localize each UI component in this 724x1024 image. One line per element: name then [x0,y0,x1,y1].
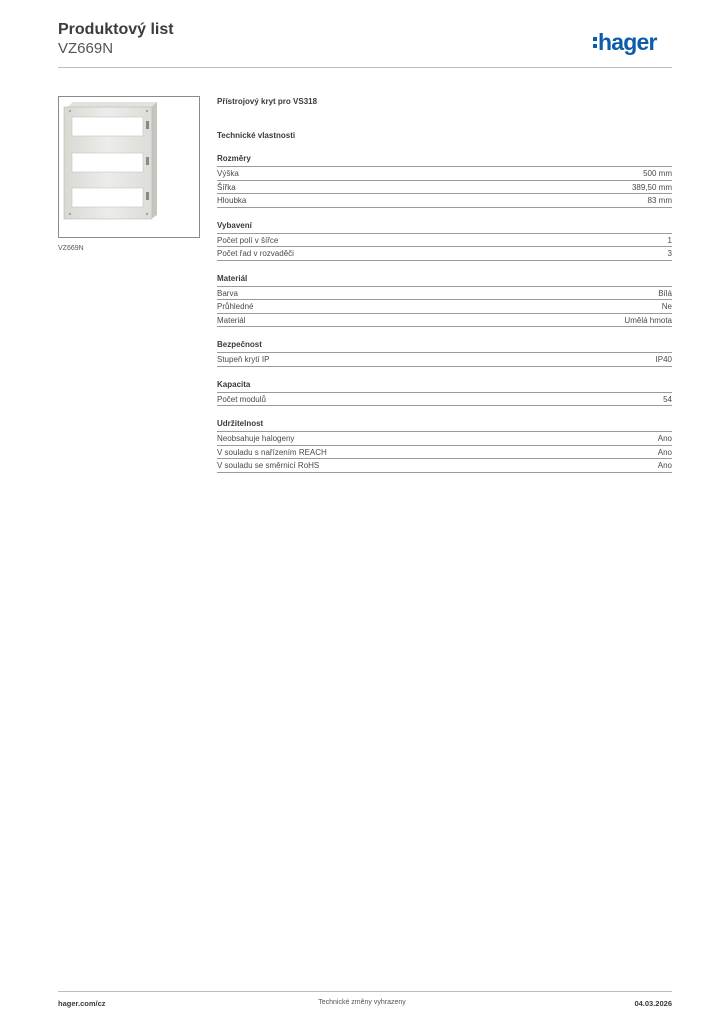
spec-value: 1 [667,235,672,245]
spec-label: Průhledné [217,302,254,312]
spec-row [217,353,672,367]
footer-divider [58,991,672,992]
hager-logo [593,28,657,56]
spec-value: 500 mm [643,169,672,179]
spec-label: Hloubka [217,196,247,206]
spec-group-dimensions [217,154,672,208]
spec-row [217,459,672,473]
spec-row [217,314,672,328]
spec-value: Ano [657,447,672,457]
spec-label: Počet řad v rozvaděči [217,249,294,259]
spec-row [217,287,672,301]
spec-label: Šířka [217,182,236,192]
spec-value: 3 [667,249,672,259]
group-title: Kapacita [217,380,672,393]
spec-label: Barva [217,288,238,298]
spec-value: Ano [657,434,672,444]
page-title: Produktový list [58,21,174,38]
spec-value: 54 [663,394,672,404]
spec-value: Umělá hmota [624,315,672,325]
logo-colon-icon [593,37,597,48]
header-divider [58,67,672,68]
product-image [58,96,200,238]
spec-value: 83 mm [647,196,672,206]
group-title: Bezpečnost [217,340,672,353]
spec-group-material [217,274,672,328]
spec-row [217,446,672,460]
group-title: Rozměry [217,154,672,167]
spec-group-equipment [217,221,672,261]
spec-row [217,393,672,407]
spec-row [217,247,672,261]
spec-row [217,300,672,314]
spec-row [217,167,672,181]
footer-date: 04.03.2026 [634,999,672,1008]
spec-value: Bílá [658,288,672,298]
spec-value: IP40 [655,355,672,365]
spec-value: Ne [661,302,672,312]
spec-row [217,181,672,195]
footer-website-link[interactable]: hager.com/cz [58,999,106,1008]
spec-sheet [217,97,672,473]
group-title: Udržitelnost [217,419,672,432]
spec-label: V souladu s nařízením REACH [217,447,327,457]
section-heading: Technické vlastnosti [217,131,296,140]
spec-label: Materiál [217,315,246,325]
group-title: Materiál [217,274,672,287]
spec-group-capacity [217,380,672,407]
footer-notice: Technické změny vyhrazeny [318,999,406,1006]
image-caption: VZ669N [58,245,84,252]
spec-value: Ano [657,461,672,471]
spec-row [217,432,672,446]
spec-label: V souladu se směrnicí RoHS [217,461,320,471]
spec-value: 389,50 mm [631,182,672,192]
spec-group-safety [217,340,672,367]
spec-label: Výška [217,169,239,179]
spec-group-sustainability [217,419,672,473]
spec-label: Počet polí v šířce [217,235,279,245]
spec-label: Neobsahuje halogeny [217,434,295,444]
spec-row [217,194,672,208]
product-name: Přístrojový kryt pro VS318 [217,97,318,106]
spec-label: Počet modulů [217,394,266,404]
group-title: Vybavení [217,221,672,234]
product-code: VZ669N [58,40,114,57]
logo-text: hager [598,28,657,55]
product-panel-icon [59,97,199,237]
spec-row [217,234,672,248]
spec-label: Stupeň krytí IP [217,355,270,365]
